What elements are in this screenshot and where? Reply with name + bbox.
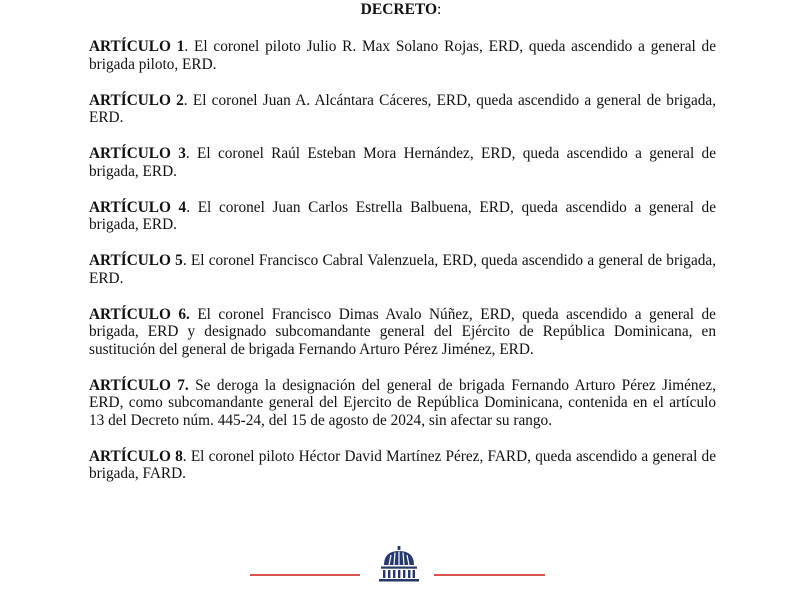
article-label: ARTÍCULO 3 [89,145,186,162]
government-dome-emblem-icon [377,546,421,582]
article-1 [89,38,716,73]
article-3 [89,145,716,180]
article-label: ARTÍCULO 5 [89,252,183,269]
footer-rule-left [250,574,360,576]
article-label: ARTÍCULO 8 [89,447,183,465]
article-text: El coronel piloto Julio R. Max Solano Rojas, ERD, queda ascendido a general de brigada piloto, ERD. [89,38,716,73]
article-7 [89,377,716,430]
article-text: El coronel Juan A. Alcántara Cáceres, ERD, queda ascendido a general de brigada, ERD. [89,91,716,126]
article-label-separator: . [186,198,191,216]
articles-list [89,38,716,501]
article-label-separator: . [182,252,187,269]
article-4 [89,199,716,234]
article-text: El coronel Francisco Dimas Avalo Núñez, ERD, queda ascendido a general de brigada, ERD y designado subcomandante general del Ejército de República Dominicana, en sustitución del general de brigada Fernando Arturo Pérez Jiménez, ERD. [89,305,716,358]
heading-title: DECRETO [360,1,438,18]
article-label: ARTÍCULO 2 [89,91,184,109]
article-text: El coronel Raúl Esteban Mora Hernández, ERD, queda ascendido a general de brigada, ERD. [89,145,716,180]
article-6 [89,306,716,359]
article-text: El coronel Juan Carlos Estrella Balbuena, ERD, queda ascendido a general de brigada, ERD. [89,198,716,233]
article-label-separator: . [183,91,188,109]
article-label-separator: . [184,38,189,55]
document-heading [0,0,802,20]
article-label: ARTÍCULO 1 [89,38,185,55]
article-text: Se deroga la designación del general de brigada Fernando Arturo Pérez Jiménez, ERD, como subcomandante general del Ejercito de República Dominicana, contenida en el artículo 13 del Decreto núm. 445-24, del 15 de agosto de 2024, sin afectar su rango. [89,376,716,429]
article-label-separator: . [182,447,187,465]
article-2 [89,92,716,127]
article-8 [89,448,716,483]
article-label-separator: . [185,145,190,162]
article-label: ARTÍCULO 7. [89,376,189,394]
article-text: El coronel Francisco Cabral Valenzuela, ERD, queda ascendido a general de brigada, ERD. [89,252,716,287]
article-label: ARTÍCULO 4 [89,198,187,216]
footer-rule-right [434,574,545,576]
article-5 [89,252,716,287]
article-text: El coronel piloto Héctor David Martínez Pérez, FARD, queda ascendido a general de brigada, FARD. [89,447,716,482]
article-label: ARTÍCULO 6. [89,305,190,323]
heading-suffix: : [437,1,442,18]
page-footer [0,540,802,590]
